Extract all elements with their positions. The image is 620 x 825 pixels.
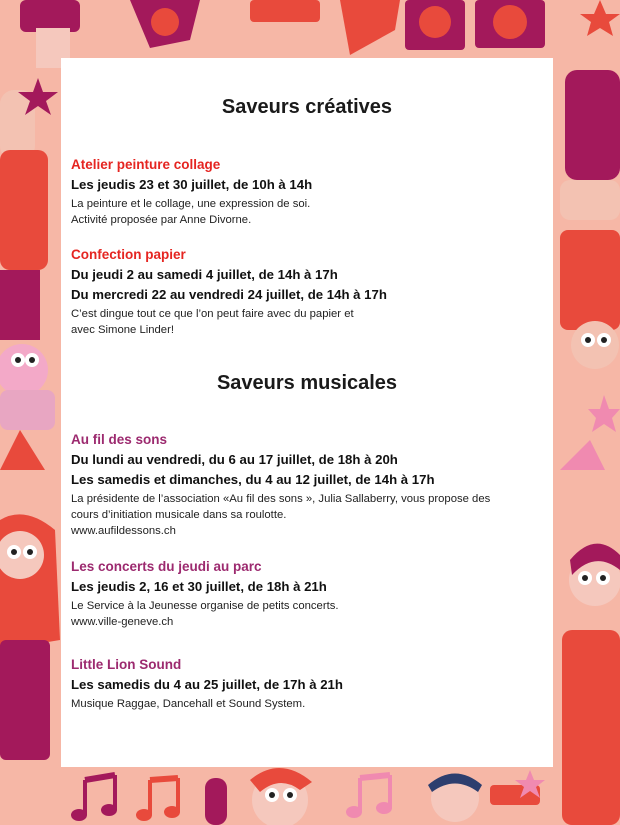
- event-description: La présidente de l’association «Au fil des sons », Julia Sallaberry, vous propose des: [71, 493, 491, 505]
- music-notes-icon: [71, 775, 180, 821]
- event-date: Les jeudis 2, 16 et 30 juillet, de 18h à 21h: [71, 579, 327, 594]
- event-little-lion-sound: [71, 657, 546, 712]
- event-description: Musique Raggae, Dancehall et Sound System.: [71, 698, 306, 710]
- event-title: Atelier peinture collage: [71, 157, 221, 172]
- event-description: C’est dingue tout ce que l’on peut faire avec du papier et: [71, 308, 354, 320]
- event-date: Les jeudis 23 et 30 juillet, de 10h à 14h: [71, 177, 313, 192]
- event-confection-papier: [71, 247, 546, 338]
- event-au-fil-des-sons: [71, 432, 546, 539]
- star-icon: [588, 395, 620, 432]
- program-panel: [61, 58, 553, 767]
- event-title: Confection papier: [71, 247, 186, 262]
- event-description: Le Service à la Jeunesse organise de petits concerts.: [71, 600, 339, 612]
- event-description: Activité proposée par Anne Divorne.: [71, 214, 252, 226]
- event-date: Du mercredi 22 au vendredi 24 juillet, de 14h à 17h: [71, 287, 387, 302]
- section-title-musical: Saveurs musicales: [216, 372, 398, 394]
- left-illustrations: [0, 78, 60, 760]
- event-date: Du jeudi 2 au samedi 4 juillet, de 14h à 17h: [71, 267, 338, 282]
- event-title: Les concerts du jeudi au parc: [71, 559, 262, 574]
- event-title: Little Lion Sound: [71, 657, 182, 672]
- event-description: cours d’initiation musicale dans sa roulotte.: [71, 509, 287, 521]
- event-description: avec Simone Linder!: [71, 324, 174, 336]
- event-date: Du lundi au vendredi, du 6 au 17 juillet, de 18h à 20h: [71, 452, 398, 467]
- event-description: La peinture et le collage, une expression de soi.: [71, 198, 311, 210]
- event-atelier-peinture: [71, 157, 546, 228]
- event-concerts-jeudi: [71, 559, 546, 630]
- event-date: Les samedis et dimanches, du 4 au 12 juillet, de 14h à 17h: [71, 472, 435, 487]
- event-date: Les samedis du 4 au 25 juillet, de 17h à 21h: [71, 677, 343, 692]
- section-title-creative: Saveurs créatives: [221, 96, 393, 118]
- event-link[interactable]: www.aufildessons.ch: [71, 525, 176, 537]
- bottom-illustrations: [71, 768, 545, 825]
- event-title: Au fil des sons: [71, 432, 168, 447]
- star-icon: [580, 0, 620, 36]
- right-illustrations: [560, 70, 620, 825]
- event-link[interactable]: www.ville-geneve.ch: [71, 616, 174, 628]
